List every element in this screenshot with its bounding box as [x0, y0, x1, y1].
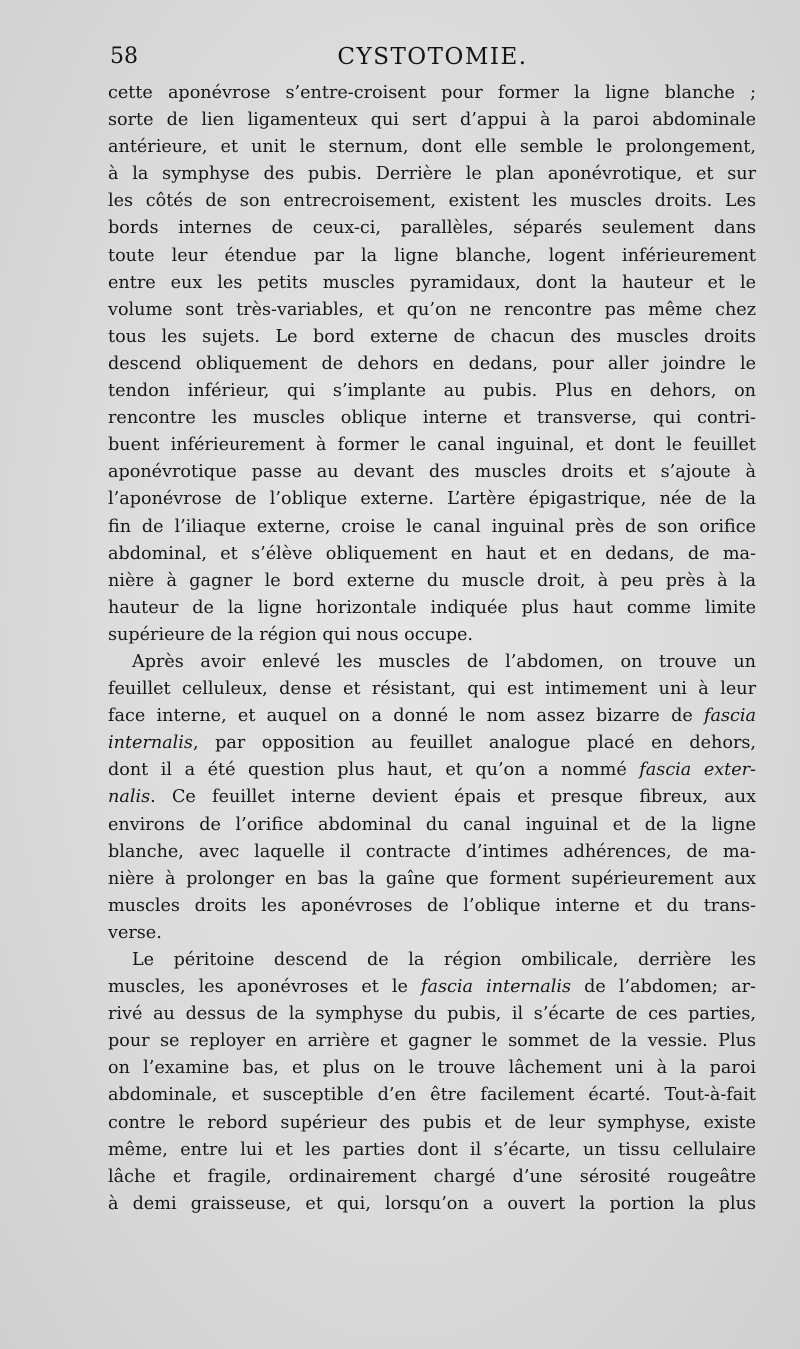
text-line: nalis. Ce feuillet interne devient épais et presque fibreux, aux [108, 787, 756, 808]
text-line: on l’examine bas, et plus on le trouve lâchement uni à la paroi [108, 1058, 756, 1079]
paragraph [108, 947, 756, 1218]
text-line: dont il a été question plus haut, et qu’on a nommé fascia exter- [108, 760, 757, 781]
page-header [110, 44, 755, 78]
text-line: hauteur de la ligne horizontale indiquée plus haut comme limite [108, 597, 756, 618]
text-line: abdominal, et s’élève obliquement en haut et en dedans, de ma- [108, 543, 756, 564]
text-line: contre le rebord supérieur des pubis et de leur symphyse, existe [108, 1112, 756, 1133]
text-line: nière à gagner le bord externe du muscle droit, à peu près à la [108, 570, 756, 591]
text-line: toute leur étendue par la ligne blanche, logent inférieurement [108, 245, 756, 266]
text-line: tendon inférieur, qui s’implante au pubis. Plus en dehors, on [108, 381, 756, 402]
text-line: face interne, et auquel on a donné le nom assez bizarre de fascia [108, 706, 756, 727]
text-line: rivé au dessus de la symphyse du pubis, il s’écarte de ces parties, [108, 1004, 756, 1025]
text-line: bords internes de ceux-ci, parallèles, séparés seulement dans [108, 218, 756, 239]
text-line: nière à prolonger en bas la gaîne que forment supérieurement aux [108, 868, 756, 889]
text-line: verse. [108, 922, 162, 943]
text-line: abdominale, et susceptible d’en être facilement écarté. Tout-à-fait [108, 1085, 756, 1106]
text-line: pour se reployer en arrière et gagner le sommet de la vessie. Plus [108, 1031, 756, 1052]
text-line: environs de l’orifice abdominal du canal inguinal et de la ligne [108, 814, 756, 835]
text-line: aponévrotique passe au devant des muscles droits et s’ajoute à [108, 462, 756, 483]
text-line: sorte de lien ligamenteux qui sert d’appui à la paroi abdominale [108, 110, 756, 131]
text-line: les côtés de son entrecroisement, existent les muscles droits. Les [108, 191, 756, 212]
text-line: rencontre les muscles oblique interne et transverse, qui contri- [108, 408, 756, 429]
text-line: muscles droits les aponévroses de l’oblique interne et du trans- [108, 895, 756, 916]
text-line: entre eux les petits muscles pyramidaux, dont la hauteur et le [108, 272, 756, 293]
text-line: buent inférieurement à former le canal inguinal, et dont le feuillet [108, 435, 756, 456]
text-line: à demi graisseuse, et qui, lorsqu’on a ouvert la portion la plus [108, 1193, 756, 1214]
text-line: même, entre lui et les parties dont il s’écarte, un tissu cellulaire [108, 1139, 756, 1160]
text-line: supérieure de la région qui nous occupe. [108, 624, 474, 645]
text-line: lâche et fragile, ordinairement chargé d’une sérosité rougeâtre [108, 1166, 756, 1187]
text-line: tous les sujets. Le bord externe de chacun des muscles droits [108, 326, 756, 347]
text-line: fin de l’iliaque externe, croise le canal inguinal près de son orifice [108, 516, 756, 537]
text-line: cette aponévrose s’entre-croisent pour former la ligne blanche ; [108, 83, 756, 103]
text-line: l’aponévrose de l’oblique externe. L’artère épigastrique, née de la [108, 489, 756, 510]
text-line: muscles, les aponévroses et le fascia internalis de l’abdomen; ar- [108, 977, 756, 998]
text-line: à la symphyse des pubis. Derrière le plan aponévrotique, et sur [108, 164, 756, 185]
page-number: 58 [110, 44, 138, 69]
paragraph [108, 80, 756, 649]
paragraph [108, 649, 756, 947]
text-line: volume sont très-variables, et qu’on ne rencontre pas même chez [108, 299, 756, 320]
text-line: feuillet celluleux, dense et résistant, qui est intimement uni à leur [108, 679, 756, 700]
text-line: internalis, par opposition au feuillet analogue placé en dehors, [108, 733, 756, 754]
text-line: descend obliquement de dehors en dedans, pour aller joindre le [108, 353, 756, 374]
text-line: antérieure, et unit le sternum, dont elle semble le prolongement, [108, 137, 756, 158]
text-line: blanche, avec laquelle il contracte d’intimes adhérences, de ma- [108, 841, 756, 862]
body-text [108, 80, 756, 1218]
text-line: Après avoir enlevé les muscles de l’abdomen, on trouve un [132, 651, 756, 672]
running-title: CYSTOTOMIE. [337, 44, 528, 70]
text-line: Le péritoine descend de la région ombilicale, derrière les [132, 950, 756, 970]
